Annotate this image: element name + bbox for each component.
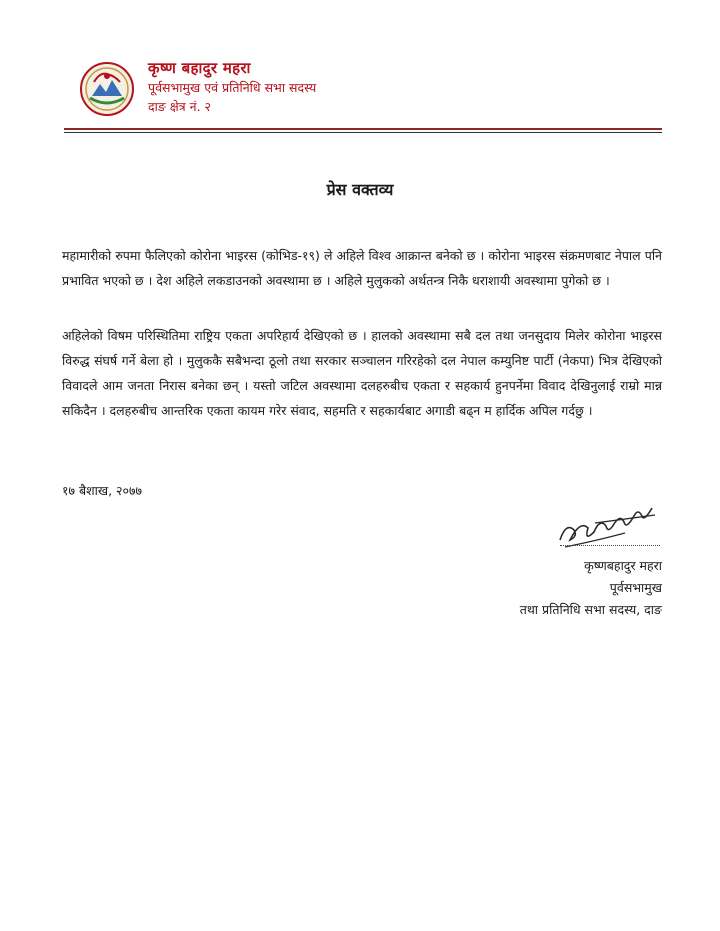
header-divider [64, 128, 662, 130]
nepal-emblem-icon [80, 62, 134, 116]
signatory-block [520, 555, 662, 621]
document-date: १७ बैशाख, २०७७ [62, 483, 143, 498]
letterhead-name: कृष्ण बहादुर महरा [148, 59, 251, 77]
signature-dotted-line [560, 545, 660, 546]
signatory-name: कृष्णबहादुर महरा [584, 558, 662, 573]
paragraph-2: अहिलेको विषम परिस्थितिमा राष्ट्रिय एकता अपरिहार्य देखिएको छ । हालको अवस्थामा सबै दल तथा जनसुदाय मिलेर कोरोना भाइरस विरुद्ध संघर्ष गर्ने बेला हो । मुलुककै सबैभन्दा ठूलो तथा सरकार सञ्चालन गरिरहेको दल नेपाल कम्युनिष्ट पार्टी (नेकपा) भित्र देखिएको विवादले आम जनता निरास बनेका छन् । यस्तो जटिल अवस्थामा दलहरुबीच एकता र सहकार्य हुनपर्नेमा विवाद देखिनुलाई राम्रो मान्न सकिदैन । दलहरुबीच आन्तरिक एकता कायम गरेर संवाद, सहमति र सहकार्यबाट अगाडी बढ्न म हार्दिक अपिल गर्दछु । [62, 328, 662, 418]
header-divider-thin [64, 132, 662, 133]
signatory-title-2: तथा प्रतिनिधि सभा सदस्य, दाङ [519, 602, 662, 617]
letterhead-constituency: दाङ क्षेत्र नं. २ [148, 99, 212, 114]
signatory-title-1: पूर्वसभामुख [609, 580, 662, 595]
document-title: प्रेस वक्तव्य [326, 180, 394, 199]
signature-mark [555, 505, 665, 555]
letterhead-position: पूर्वसभामुख एवं प्रतिनिधि सभा सदस्य [148, 80, 317, 95]
letterhead [80, 58, 680, 128]
paragraph-1: महामारीको रुपमा फैलिएको कोरोना भाइरस (कोभिड-१९) ले अहिले विश्व आक्रान्त बनेको छ । कोरोना भाइरस संक्रमणबाट नेपाल पनि प्रभावित भएको छ । देश अहिले लकडाउनको अवस्थामा छ । अहिले मुलुकको अर्थतन्त्र निकै धराशायी अवस्थामा पुगेको छ । [62, 248, 662, 288]
